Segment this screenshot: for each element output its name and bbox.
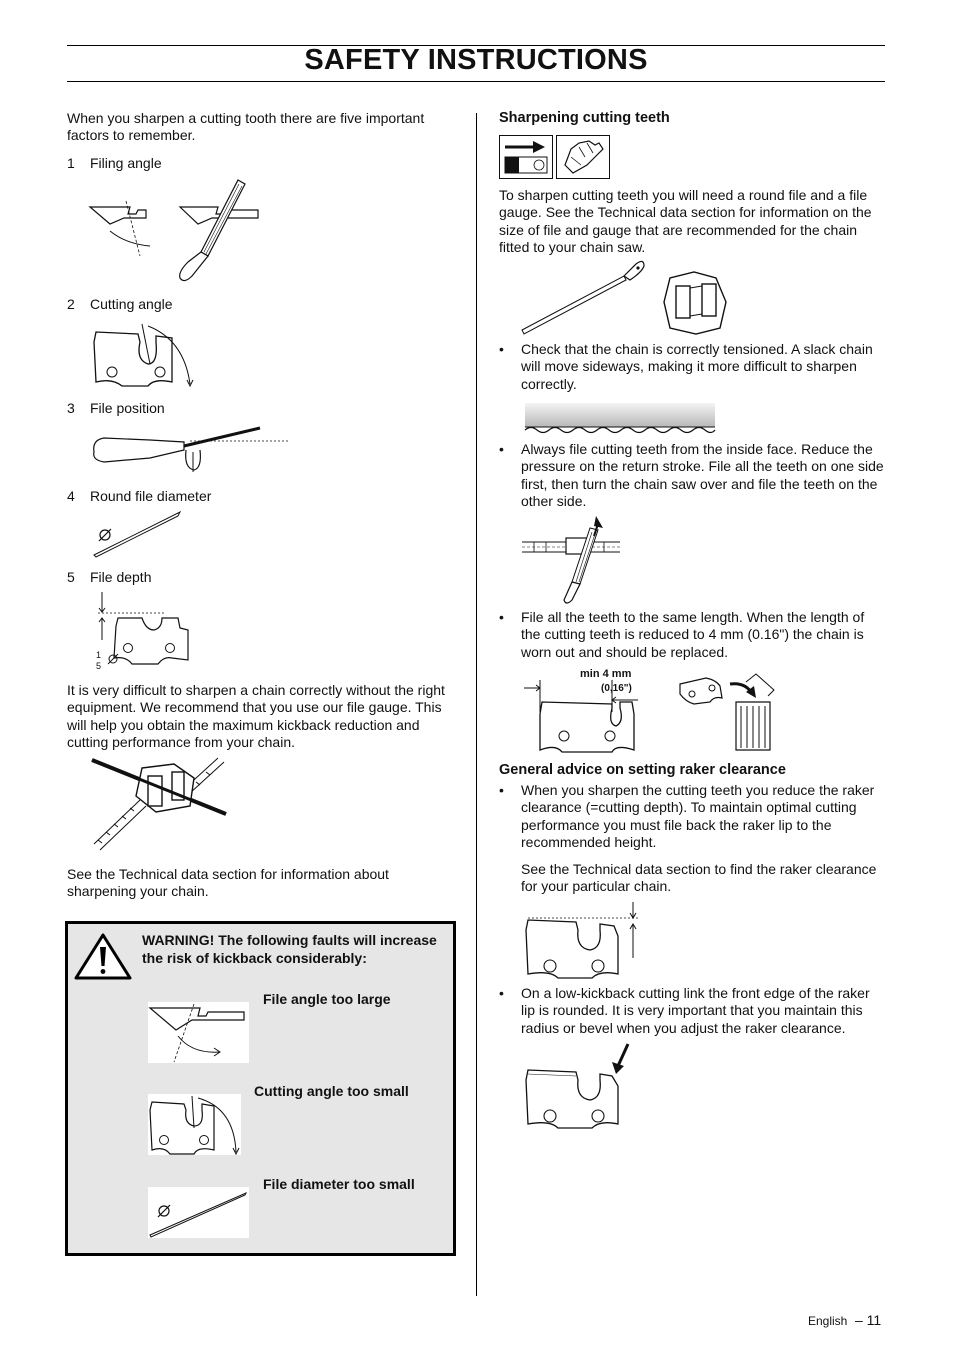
raker-bevel-illustration <box>520 1040 635 1132</box>
factor-5: 5 File depth <box>67 569 152 585</box>
factor-4: 4 Round file diameter <box>67 488 212 504</box>
factor-3: 3 File position <box>67 400 165 416</box>
factor-1: 1 Filing angle <box>67 155 162 171</box>
bullet-low-kickback: • On a low-kickback cutting link the front edge of the raker lip is rounded. It is very important that you maintain this radius or bevel when you adjust the raker clearance. <box>499 985 870 1036</box>
column-separator <box>476 113 477 1296</box>
intro-paragraph: When you sharpen a cutting tooth there are five important factors to remember. <box>67 110 425 144</box>
warning-title: WARNING! The following faults will increase the risk of kickback considerably: <box>142 932 437 966</box>
sharpening-intro: To sharpen cutting teeth you will need a round file and a file gauge. See the Technical data section for information on the size of file and gauge that are recommended for the chain fitted to your chain saw. <box>499 187 872 255</box>
raker-technical-note: See the Technical data section to find the raker clearance for your particular chain. <box>521 861 877 895</box>
filing-angle-illustration <box>88 176 268 286</box>
page-title: SAFETY INSTRUCTIONS <box>304 44 648 76</box>
file-diameter-too-small-illustration <box>148 1187 249 1238</box>
file-depth-illustration <box>92 590 202 670</box>
fault-1-image <box>148 1002 249 1063</box>
fault-1-label: File angle too large <box>263 991 391 1007</box>
section-sharpening-title: Sharpening cutting teeth <box>499 110 670 126</box>
round-file-and-gauge-illustration <box>520 258 735 336</box>
fault-3-label: File diameter too small <box>263 1176 415 1192</box>
file-gauge-illustration <box>90 756 230 856</box>
fault-3-image <box>148 1187 249 1238</box>
bullet-raker-clearance: • When you sharpen the cutting teeth you reduce the raker clearance (=cutting depth). To maintain optimal cutting performance you must file back the raker lip to the recommended height. <box>499 782 875 850</box>
fault-2-label: Cutting angle too small <box>254 1083 409 1099</box>
gauge-paragraph: It is very difficult to sharpen a chain correctly without the right equipment. We recommend that you use our file gauge. This will help you obtain the maximum kickback reduction and cutting performance from your chain. <box>67 682 445 750</box>
technical-note: See the Technical data section for information about sharpening your chain. <box>67 866 389 900</box>
warning-triangle-icon <box>73 932 133 980</box>
min-length-inch-label: (0,16") <box>601 683 632 694</box>
cutting-angle-illustration <box>92 320 202 390</box>
file-angle-too-large-illustration <box>148 1002 249 1063</box>
file-depth-fraction-top: 1 <box>96 650 102 660</box>
min-length-illustration <box>516 672 776 754</box>
filing-inside-face-illustration <box>520 516 625 606</box>
bullet-same-length: • File all the teeth to the same length. When the length of the cutting teeth is reduced to 4 mm (0.16") the chain is worn out and should be replaced. <box>499 609 865 660</box>
round-file-diameter-illustration <box>92 510 187 560</box>
section-raker-title: General advice on setting raker clearance <box>499 762 786 778</box>
fault-2-image <box>148 1094 241 1155</box>
footer-language: English <box>808 1314 848 1328</box>
read-manual-and-gloves-icon <box>499 135 611 180</box>
chain-tension-illustration <box>523 403 718 437</box>
bullet-file-inside-face: • Always file cutting teeth from the inside face. Reduce the pressure on the return stroke. File all the teeth on one side first, then turn the chain saw over and file the teeth on the other side. <box>499 441 884 509</box>
file-depth-fraction-bottom: 5 <box>96 661 102 671</box>
footer-page-number: – 11 <box>855 1312 882 1328</box>
cutting-angle-too-small-illustration <box>148 1094 241 1155</box>
header-bottom-rule <box>67 81 885 82</box>
factor-2: 2 Cutting angle <box>67 296 173 312</box>
bullet-chain-tension: • Check that the chain is correctly tensioned. A slack chain will move sideways, making it more difficult to sharpen correctly. <box>499 341 873 392</box>
min-length-label: min 4 mm <box>580 668 632 680</box>
file-position-illustration <box>90 424 295 474</box>
warning-box <box>65 921 456 1256</box>
raker-clearance-illustration <box>520 900 645 982</box>
